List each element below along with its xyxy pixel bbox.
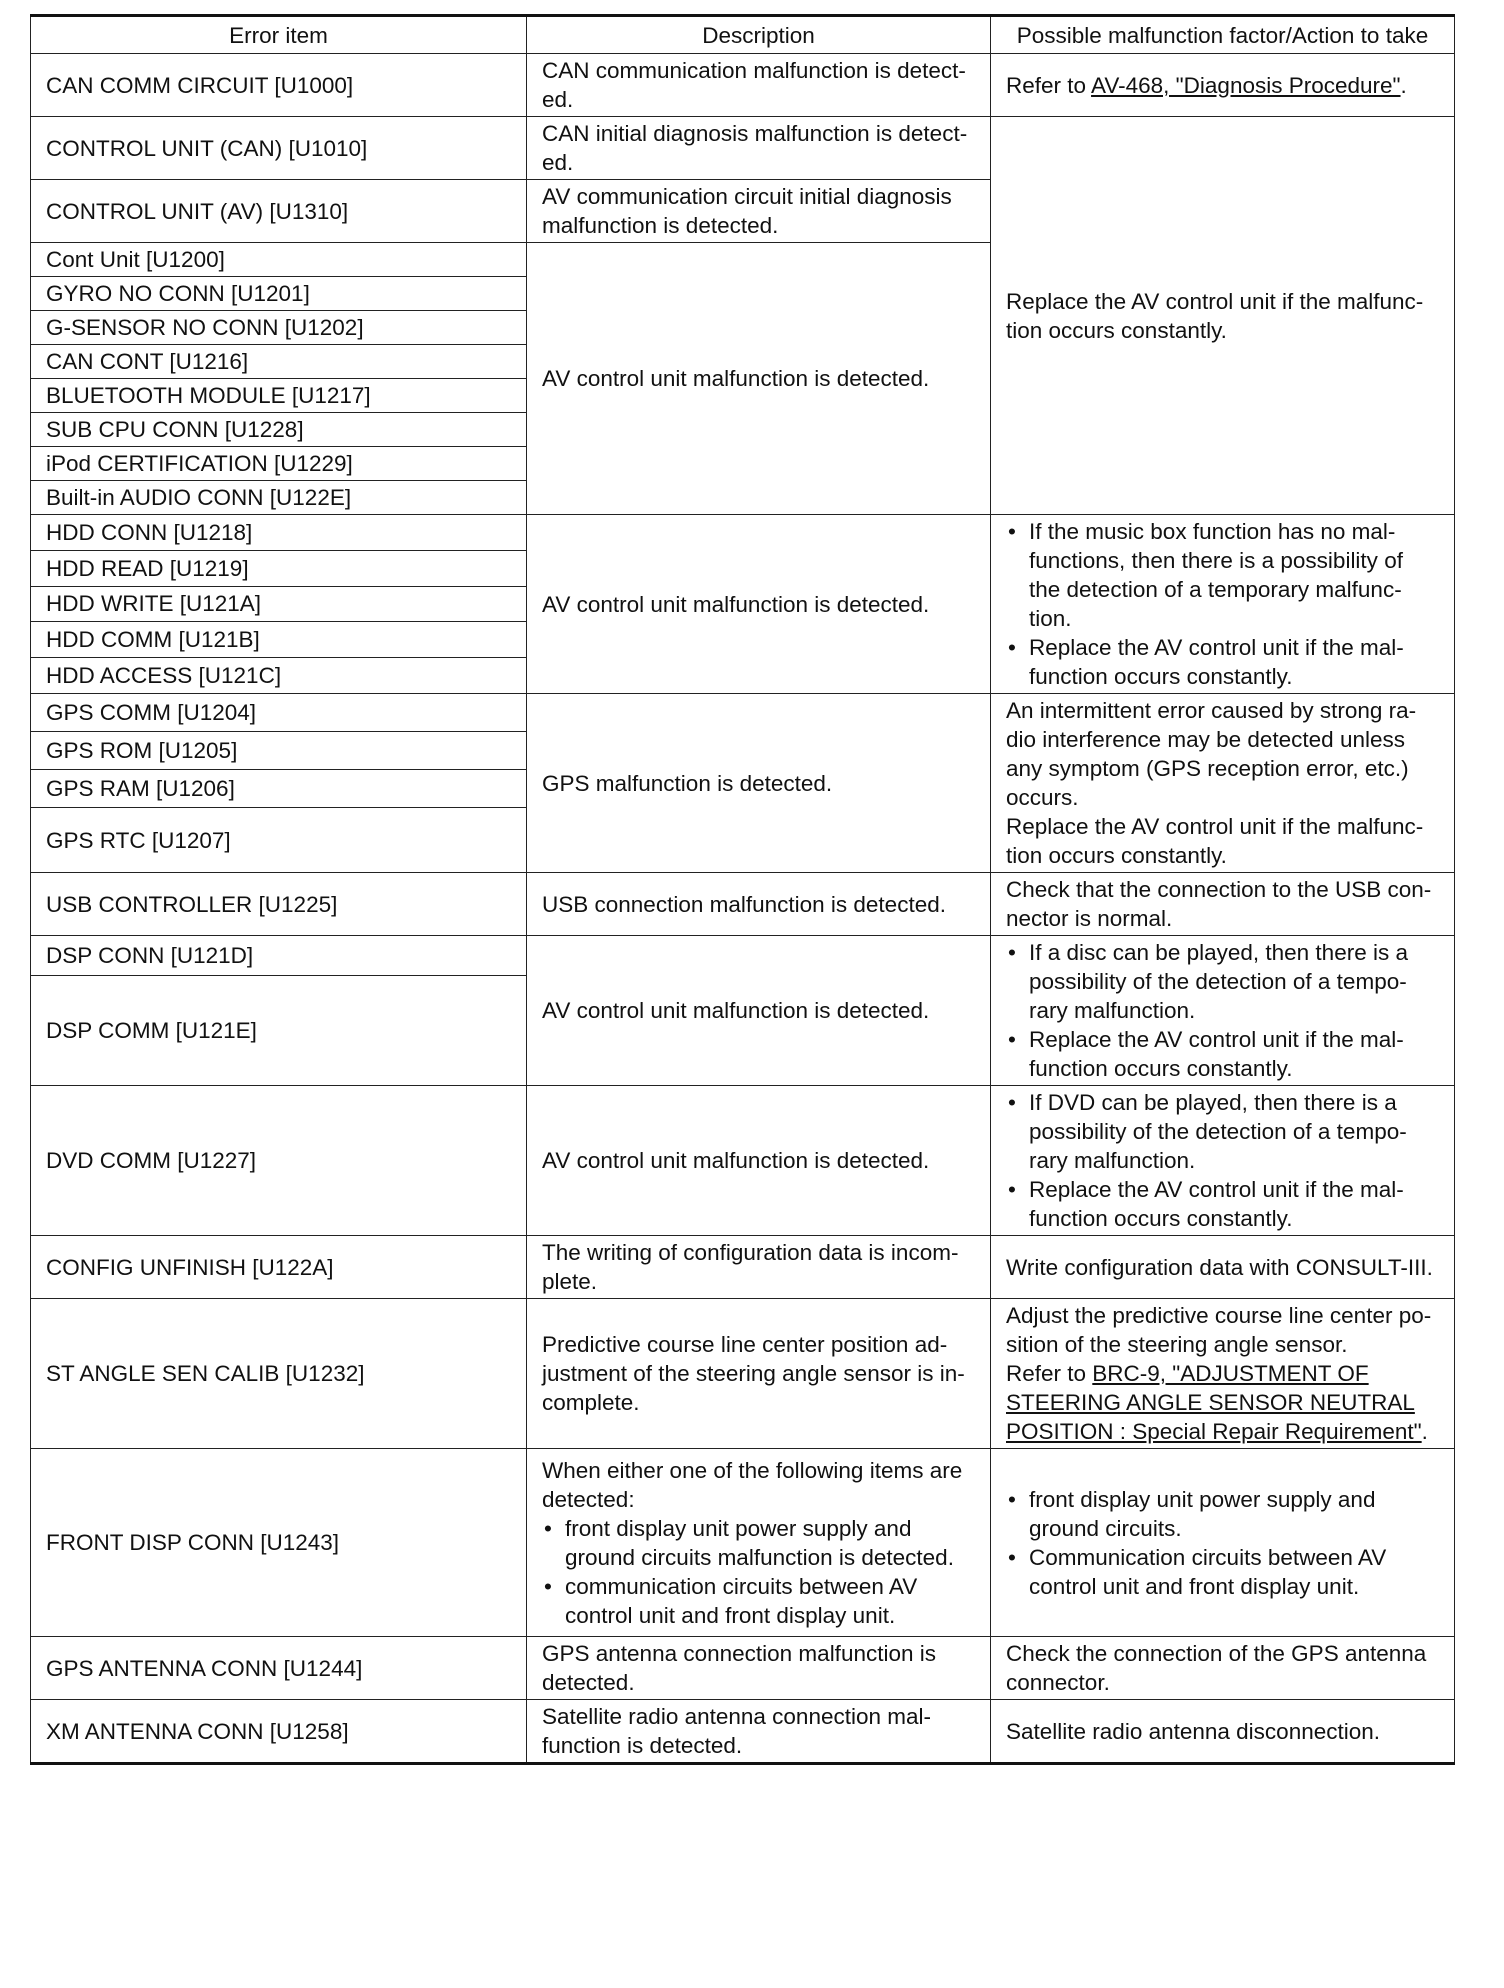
action-text: .: [1421, 1419, 1428, 1444]
action-text: Replace the AV control unit if the malfunc-tion occurs constantly.: [1006, 814, 1424, 868]
error-item-cell: HDD WRITE [U121A]: [31, 586, 527, 622]
table-row: [31, 694, 1455, 732]
error-item-cell: GPS ANTENNA CONN [U1244]: [31, 1637, 527, 1700]
action-cell: Replace the AV control unit if the malfunc-tion occurs constantly.: [991, 117, 1455, 515]
action-bullet: • Replace the AV control unit if the mal-function occurs constantly.: [1006, 633, 1440, 691]
action-text: Refer to: [1006, 1361, 1093, 1386]
action-text: Adjust the predictive course line center po-sition of the steering angle sensor.: [1006, 1303, 1432, 1357]
description-cell: Satellite radio antenna connection mal-function is detected.: [527, 1700, 991, 1764]
error-item-cell: XM ANTENNA CONN [U1258]: [31, 1700, 527, 1764]
table-row: [31, 1700, 1455, 1764]
description-cell: The writing of configuration data is incom-plete.: [527, 1236, 991, 1299]
action-bullet: • If DVD can be played, then there is a possibility of the detection of a tempo-rary malfunction.: [1006, 1088, 1440, 1175]
error-item-cell: GPS COMM [U1204]: [31, 694, 527, 732]
description-cell: CAN initial diagnosis malfunction is detect-ed.: [527, 117, 991, 180]
action-cell: [991, 1449, 1455, 1637]
table-row: [31, 1449, 1455, 1637]
description-bullet: • front display unit power supply and ground circuits malfunction is detected.: [542, 1514, 976, 1572]
error-item-cell: CAN COMM CIRCUIT [U1000]: [31, 54, 527, 117]
reference-link[interactable]: AV-468, "Diagnosis Procedure": [1091, 72, 1401, 98]
description-cell: AV communication circuit initial diagnosis malfunction is detected.: [527, 180, 991, 243]
error-item-cell: HDD CONN [U1218]: [31, 515, 527, 551]
error-item-cell: GYRO NO CONN [U1201]: [31, 277, 527, 311]
error-item-table-document: [30, 14, 1454, 1765]
description-cell: USB connection malfunction is detected.: [527, 873, 991, 936]
table-row: [31, 117, 1455, 180]
action-cell: [991, 694, 1455, 873]
error-item-cell: DSP CONN [U121D]: [31, 936, 527, 976]
description-cell: Predictive course line center position ad-justment of the steering angle sensor is in-complete.: [527, 1299, 991, 1449]
action-cell: [991, 515, 1455, 694]
action-cell: [991, 54, 1455, 117]
error-item-cell: iPod CERTIFICATION [U1229]: [31, 447, 527, 481]
action-bullet-list: [1006, 1088, 1440, 1233]
action-bullet-list: [1006, 517, 1440, 691]
error-item-cell: Built-in AUDIO CONN [U122E]: [31, 481, 527, 515]
error-item-cell: DSP COMM [U121E]: [31, 976, 527, 1086]
table-row: [31, 54, 1455, 117]
action-bullet-list: [1006, 938, 1440, 1083]
header-action: Possible malfunction factor/Action to take: [991, 16, 1455, 54]
error-item-cell: BLUETOOTH MODULE [U1217]: [31, 379, 527, 413]
action-bullet: • Communication circuits between AV control unit and front display unit.: [1006, 1543, 1440, 1601]
description-text: When either one of the following items are detected:: [542, 1457, 963, 1512]
action-text: Refer to: [1006, 72, 1092, 98]
table-row: [31, 1236, 1455, 1299]
error-item-cell: GPS RTC [U1207]: [31, 808, 527, 873]
table-row: [31, 873, 1455, 936]
action-bullet: • front display unit power supply and ground circuits.: [1006, 1485, 1440, 1543]
description-cell: CAN communication malfunction is detect-ed.: [527, 54, 991, 117]
description-cell: GPS antenna connection malfunction is detected.: [527, 1637, 991, 1700]
description-cell: GPS malfunction is detected.: [527, 694, 991, 873]
description-cell: AV control unit malfunction is detected.: [527, 515, 991, 694]
action-text: An intermittent error caused by strong ra-dio interference may be detected unless any symptom (GPS reception error, etc.) occurs.: [1006, 698, 1417, 810]
error-item-cell: HDD READ [U1219]: [31, 550, 527, 586]
description-cell: AV control unit malfunction is detected.: [527, 936, 991, 1086]
error-item-cell: SUB CPU CONN [U1228]: [31, 413, 527, 447]
error-item-cell: FRONT DISP CONN [U1243]: [31, 1449, 527, 1637]
action-text: .: [1400, 72, 1407, 98]
description-cell: AV control unit malfunction is detected.: [527, 1086, 991, 1236]
error-item-cell: CAN CONT [U1216]: [31, 345, 527, 379]
error-item-cell: CONTROL UNIT (AV) [U1310]: [31, 180, 527, 243]
error-item-cell: DVD COMM [U1227]: [31, 1086, 527, 1236]
table-header-row: [31, 16, 1455, 54]
header-error-item: Error item: [31, 16, 527, 54]
error-item-cell: GPS RAM [U1206]: [31, 770, 527, 808]
description-cell: AV control unit malfunction is detected.: [527, 243, 991, 515]
error-item-cell: ST ANGLE SEN CALIB [U1232]: [31, 1299, 527, 1449]
action-cell: Check that the connection to the USB con-nector is normal.: [991, 873, 1455, 936]
action-cell: [991, 936, 1455, 1086]
table-row: [31, 936, 1455, 976]
error-item-cell: CONFIG UNFINISH [U122A]: [31, 1236, 527, 1299]
action-bullet: • If the music box function has no mal-functions, then there is a possibility of the detection of a temporary malfunc-tion.: [1006, 517, 1440, 633]
action-bullet: • If a disc can be played, then there is a possibility of the detection of a tempo-rary malfunction.: [1006, 938, 1440, 1025]
error-item-cell: CONTROL UNIT (CAN) [U1010]: [31, 117, 527, 180]
action-bullet: • Replace the AV control unit if the mal-function occurs constantly.: [1006, 1025, 1440, 1083]
reference-link[interactable]: BRC-9, "ADJUSTMENT OF STEERING ANGLE SENSOR NEUTRAL POSITION : Special Repair Requirement": [1006, 1361, 1422, 1444]
description-bullet: • communication circuits between AV control unit and front display unit.: [542, 1572, 976, 1630]
error-item-cell: USB CONTROLLER [U1225]: [31, 873, 527, 936]
action-cell: Write configuration data with CONSULT-III.: [991, 1236, 1455, 1299]
action-bullet-list: [1006, 1485, 1440, 1601]
table-row: [31, 1637, 1455, 1700]
description-bullet-list: [542, 1514, 976, 1630]
header-description: Description: [527, 16, 991, 54]
diagnosis-table: [30, 14, 1455, 1765]
error-item-cell: HDD ACCESS [U121C]: [31, 658, 527, 694]
action-cell: [991, 1299, 1455, 1449]
table-row: [31, 515, 1455, 551]
action-cell: Satellite radio antenna disconnection.: [991, 1700, 1455, 1764]
action-cell: Check the connection of the GPS antenna connector.: [991, 1637, 1455, 1700]
error-item-cell: Cont Unit [U1200]: [31, 243, 527, 277]
error-item-cell: HDD COMM [U121B]: [31, 622, 527, 658]
error-item-cell: G-SENSOR NO CONN [U1202]: [31, 311, 527, 345]
table-row: [31, 1299, 1455, 1449]
action-bullet: • Replace the AV control unit if the mal-function occurs constantly.: [1006, 1175, 1440, 1233]
description-cell: [527, 1449, 991, 1637]
error-item-cell: GPS ROM [U1205]: [31, 732, 527, 770]
table-row: [31, 1086, 1455, 1236]
action-cell: [991, 1086, 1455, 1236]
